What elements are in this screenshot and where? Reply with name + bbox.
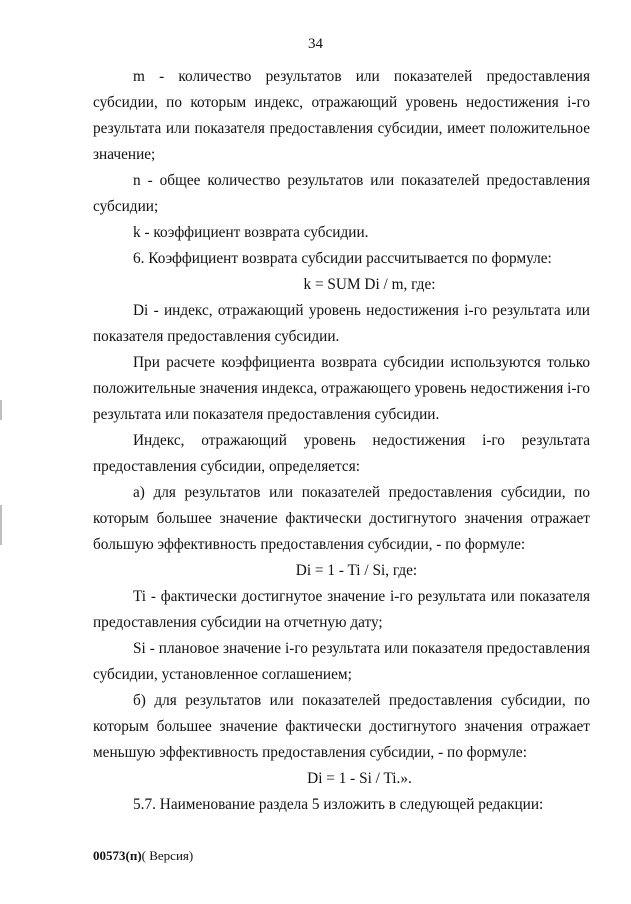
formula-di-b: Di = 1 - Si / Ti.».	[307, 770, 412, 787]
formula-di-a: Di = 1 - Ti / Si, где:	[295, 562, 418, 579]
document-footer	[93, 848, 193, 864]
paragraph-index-line-2: предоставления субсидии, определяется:	[93, 458, 361, 475]
paragraph-item-5-7: 5.7. Наименование раздела 5 изложить в следующей редакции:	[133, 796, 544, 813]
paragraph-item-b: б) для результатов или показателей предоставления субсидии, по которым большее значение фактически достигнутого значения отражает меньшую эффективность предоставления субсидии, - по формуле:	[93, 692, 590, 761]
scan-edge-mark	[0, 400, 2, 420]
footer-code: 00573(п)	[93, 848, 142, 863]
paragraph-item-a: а) для результатов или показателей предоставления субсидии, по которым большее значение фактически достигнутого значения отражает большую эффективность предоставления субсидии, - по формуле:	[93, 484, 590, 553]
paragraph-m-definition: m - количество результатов или показателей предоставления субсидии, по которым индекс, отражающий уровень недостижения i-го результата или показателя предоставления субсидии, имеет положительное значение;	[93, 68, 590, 163]
paragraph-ti-definition: Ti - фактически достигнутое значение i-го результата или показателя предоставления субсидии на отчетную дату;	[93, 588, 590, 631]
footer-label: ( Версия)	[141, 848, 194, 863]
formula-k: k = SUM Di / m, где:	[303, 276, 436, 293]
scan-edge-mark	[0, 505, 2, 545]
paragraph-di-definition: Di - индекс, отражающий уровень недостижения i-го результата или показателя предоставления субсидии.	[93, 302, 590, 345]
paragraph-si-definition: Si - плановое значение i-го результата или показателя предоставления субсидии, установленное соглашением;	[93, 640, 590, 683]
paragraph-positive-values: При расчете коэффициента возврата субсидии используются только положительные значения индекса, отражающего уровень недостижения i-го результата или показателя предоставления субсидии.	[93, 354, 590, 423]
paragraph-index-line-1: Индекс, отражающий уровень недостижения i-го результата	[133, 432, 590, 449]
paragraph-item-6: 6. Коэффициент возврата субсидии рассчитывается по формуле:	[133, 250, 552, 267]
page-number: 34	[308, 36, 323, 52]
document-body	[93, 64, 590, 818]
paragraph-n-definition: n - общее количество результатов или показателей предоставления субсидии;	[93, 172, 590, 215]
paragraph-k-definition: k - коэффициент возврата субсидии.	[133, 224, 369, 241]
